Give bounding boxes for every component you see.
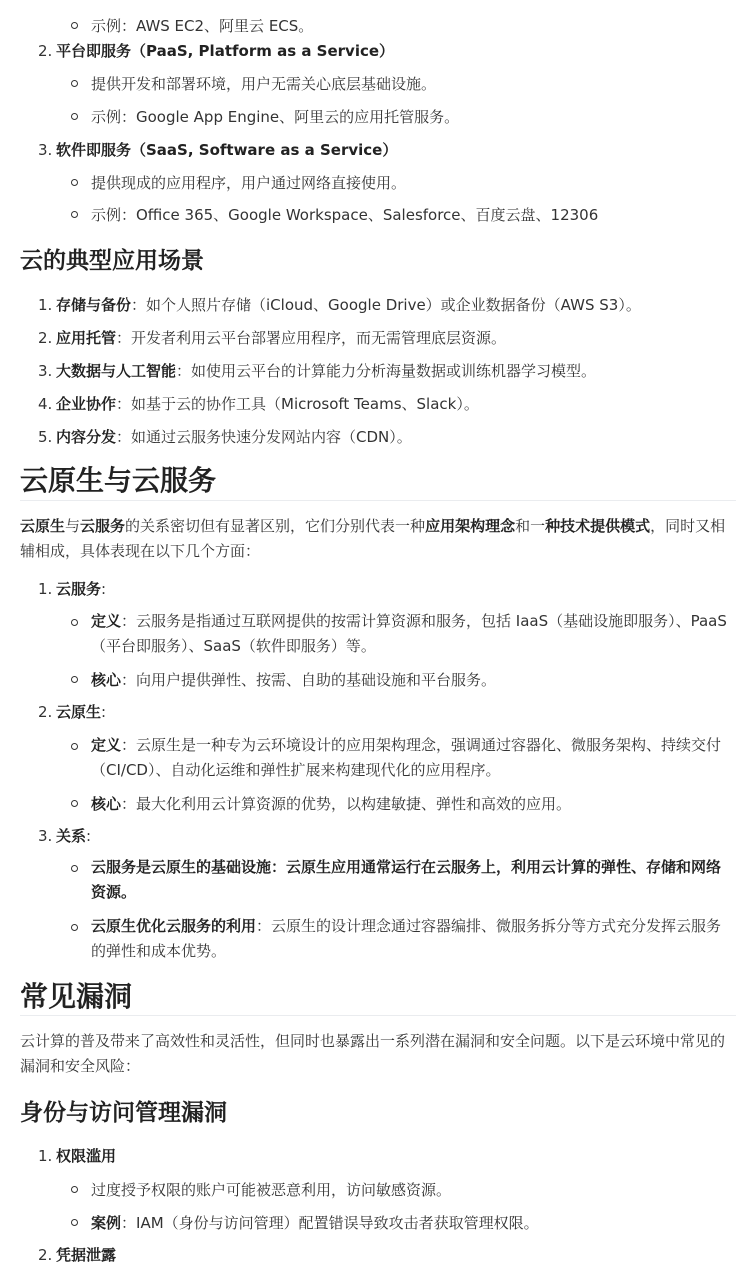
saas-example: 示例：Office 365、Google Workspace、Salesforce、百度云盘、12306 <box>91 206 599 224</box>
iaas-example: 示例：AWS EC2、阿里云 ECS。 <box>91 17 314 35</box>
saas-title: 软件即服务（SaaS, Software as a Service） <box>56 141 398 159</box>
list-number: 2. <box>38 1246 53 1264</box>
cloud-service-definition: 定义：云服务是指通过互联网提供的按需计算资源和服务，包括 IaaS（基础设施即服务）、PaaS（平台即服务）、SaaS（软件即服务）等。 <box>91 612 727 655</box>
paas-example: 示例：Google App Engine、阿里云的应用托管服务。 <box>91 108 460 126</box>
vulns-intro: 云计算的普及带来了高效性和灵活性，但同时也暴露出一系列潜在漏洞和安全问题。以下是云环境中常见的漏洞和安全风险： <box>20 1032 726 1075</box>
cloud-native-title: 云原生: <box>56 703 107 721</box>
cloud-native-intro: 云原生与云服务的关系密切但有显著区别，它们分别代表一种应用架构理念和一种技术提供模式，同时又相辅相成，具体表现在以下几个方面： <box>20 517 726 560</box>
list-bullet <box>71 80 78 87</box>
abuse-desc: 过度授予权限的账户可能被恶意利用，访问敏感资源。 <box>91 1181 452 1199</box>
iam-heading: 身份与访问管理漏洞 <box>20 1100 227 1126</box>
list-number: 3. <box>38 141 53 159</box>
list-number: 2. <box>38 42 53 60</box>
cloud-native-heading: 云原生与云服务 <box>20 464 217 497</box>
paas-title: 平台即服务（PaaS, Platform as a Service） <box>56 42 395 60</box>
cloud-service-title: 云服务: <box>56 580 107 598</box>
list-bullet <box>71 22 78 29</box>
list-number: 2. <box>38 703 53 721</box>
list-bullet <box>71 619 78 626</box>
cloud-service-core: 核心：向用户提供弹性、按需、自助的基础设施和平台服务。 <box>91 671 497 689</box>
list-bullet <box>71 179 78 186</box>
vulns-heading: 常见漏洞 <box>20 980 133 1013</box>
list-number: 3. <box>38 362 53 380</box>
cloud-native-core: 核心：最大化利用云计算资源的优势，以构建敏捷、弹性和高效的应用。 <box>91 795 572 813</box>
paas-desc: 提供开发和部署环境，用户无需关心底层基础设施。 <box>91 75 437 93</box>
list-bullet <box>71 1186 78 1193</box>
relation-item: 云服务是云原生的基础设施：云原生应用通常运行在云服务上，利用云计算的弹性、存储和网络资源。 <box>91 858 722 901</box>
scenario-item: 内容分发：如通过云服务快速分发网站内容（CDN）。 <box>56 428 412 446</box>
scenario-item: 大数据与人工智能：如使用云平台的计算能力分析海量数据或训练机器学习模型。 <box>56 362 597 380</box>
abuse-title: 权限滥用 <box>56 1147 117 1165</box>
leak-title: 凭据泄露 <box>56 1246 117 1264</box>
saas-desc: 提供现成的应用程序，用户通过网络直接使用。 <box>91 174 407 192</box>
relation-title: 关系: <box>56 827 92 845</box>
list-number: 1. <box>38 1147 53 1165</box>
list-bullet <box>71 1219 78 1226</box>
list-number: 1. <box>38 580 53 598</box>
list-bullet <box>71 113 78 120</box>
list-bullet <box>71 800 78 807</box>
scenario-item: 应用托管：开发者利用云平台部署应用程序，而无需管理底层资源。 <box>56 329 507 347</box>
scenario-item: 企业协作：如基于云的协作工具（Microsoft Teams、Slack）。 <box>56 395 479 413</box>
relation-item: 云原生优化云服务的利用：云原生的设计理念通过容器编排、微服务拆分等方式充分发挥云服务的弹性和成本优势。 <box>91 917 722 960</box>
abuse-case: 案例：IAM（身份与访问管理）配置错误导致攻击者获取管理权限。 <box>91 1214 539 1232</box>
scenario-item: 存储与备份：如个人照片存储（iCloud、Google Drive）或企业数据备份（AWS S3）。 <box>56 296 641 314</box>
list-number: 4. <box>38 395 53 413</box>
list-number: 1. <box>38 296 53 314</box>
scenarios-heading: 云的典型应用场景 <box>20 248 204 274</box>
list-bullet <box>71 865 78 872</box>
heading-divider <box>20 1015 736 1016</box>
list-bullet <box>71 676 78 683</box>
list-number: 5. <box>38 428 53 446</box>
list-bullet <box>71 924 78 931</box>
cloud-native-definition: 定义：云原生是一种专为云环境设计的应用架构理念，强调通过容器化、微服务架构、持续交付（CI/CD）、自动化运维和弹性扩展来构建现代化的应用程序。 <box>91 736 722 779</box>
list-number: 2. <box>38 329 53 347</box>
list-number: 3. <box>38 827 53 845</box>
list-bullet <box>71 211 78 218</box>
list-bullet <box>71 743 78 750</box>
heading-divider <box>20 500 736 501</box>
